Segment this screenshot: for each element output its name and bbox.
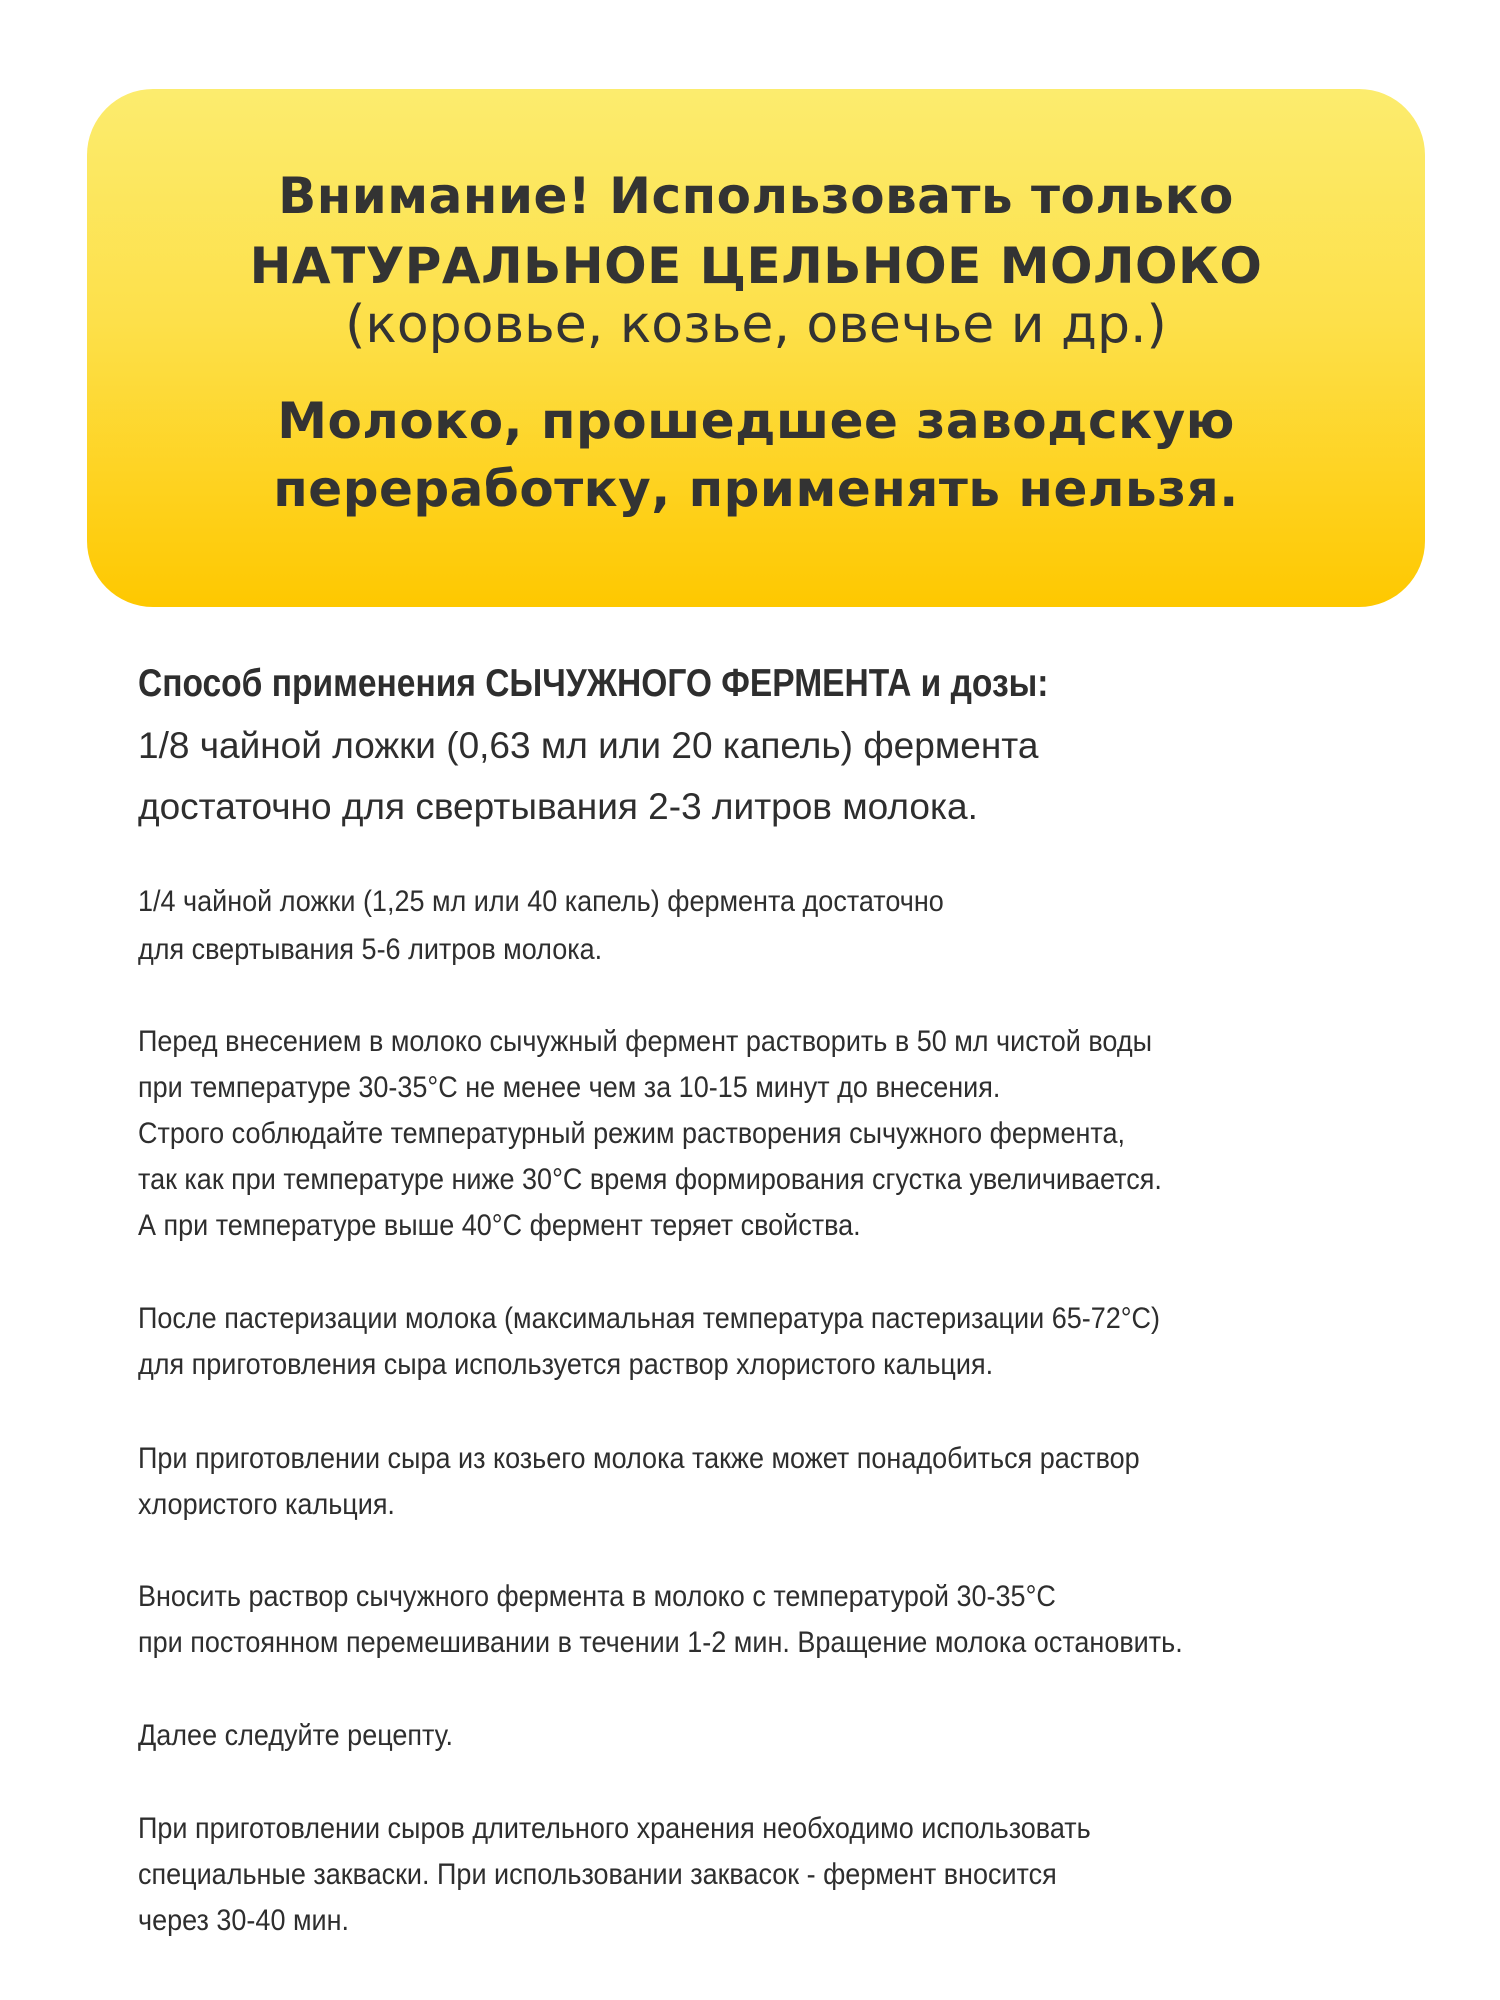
warning-banner xyxy=(87,89,1425,607)
warning-prohibition-2: переработку, применять нельзя. xyxy=(273,460,1239,518)
warning-milk-examples: (коровье, козье, овечье и др.) xyxy=(345,295,1167,355)
pasteurization-paragraph-line-1: После пастеризации молока (максимальная температура пастеризации 65-72°С) xyxy=(138,1302,1161,1335)
instructions-heading: Способ применения СЫЧУЖНОГО ФЕРМЕНТА и дозы: xyxy=(138,662,1049,705)
goat-milk-paragraph-line-2: хлористого кальция. xyxy=(138,1488,395,1521)
dissolve-paragraph-line-1: Перед внесением в молоко сычужный фермент растворить в 50 мл чистой воды xyxy=(138,1025,1152,1058)
dose-lead-line-2: достаточно для свертывания 2-3 литров молока. xyxy=(138,786,978,827)
starter-paragraph-line-2: специальные закваски. При использовании заквасок - фермент вносится xyxy=(138,1858,1057,1891)
pasteurization-paragraph-line-2: для приготовления сыра используется раствор хлористого кальция. xyxy=(138,1348,994,1381)
dose-paragraph-line-2: для свертывания 5-6 литров молока. xyxy=(138,933,603,966)
warning-prohibition-1: Молоко, прошедшее заводскую xyxy=(277,392,1235,450)
warning-title: Внимание! Использовать только xyxy=(278,167,1234,225)
dose-lead-line-1: 1/8 чайной ложки (0,63 мл или 20 капель) фермента xyxy=(138,725,1039,766)
recipe-paragraph-line-1: Далее следуйте рецепту. xyxy=(138,1719,453,1752)
starter-paragraph-line-1: При приготовлении сыров длительного хранения необходимо использовать xyxy=(138,1812,1091,1845)
goat-milk-paragraph-line-1: При приготовлении сыра из козьего молока также может понадобиться раствор xyxy=(138,1442,1140,1475)
warning-milk-type: НАТУРАЛЬНОЕ ЦЕЛЬНОЕ МОЛОКО xyxy=(249,237,1263,295)
adding-paragraph-line-1: Вносить раствор сычужного фермента в молоко с температурой 30-35°С xyxy=(138,1580,1056,1613)
dissolve-paragraph-line-5: А при температуре выше 40°С фермент теряет свойства. xyxy=(138,1209,861,1242)
dose-paragraph-line-1: 1/4 чайной ложки (1,25 мл или 40 капель) фермента достаточно xyxy=(138,885,944,918)
adding-paragraph-line-2: при постоянном перемешивании в течении 1-2 мин. Вращение молока остановить. xyxy=(138,1626,1183,1659)
starter-paragraph-line-3: через 30-40 мин. xyxy=(138,1904,350,1937)
dissolve-paragraph-line-3: Строго соблюдайте температурный режим растворения сычужного фермента, xyxy=(138,1117,1125,1150)
dissolve-paragraph-line-4: так как при температуре ниже 30°С время формирования сгустка увеличивается. xyxy=(138,1163,1162,1196)
dissolve-paragraph-line-2: при температуре 30-35°С не менее чем за 10-15 минут до внесения. xyxy=(138,1071,1001,1104)
